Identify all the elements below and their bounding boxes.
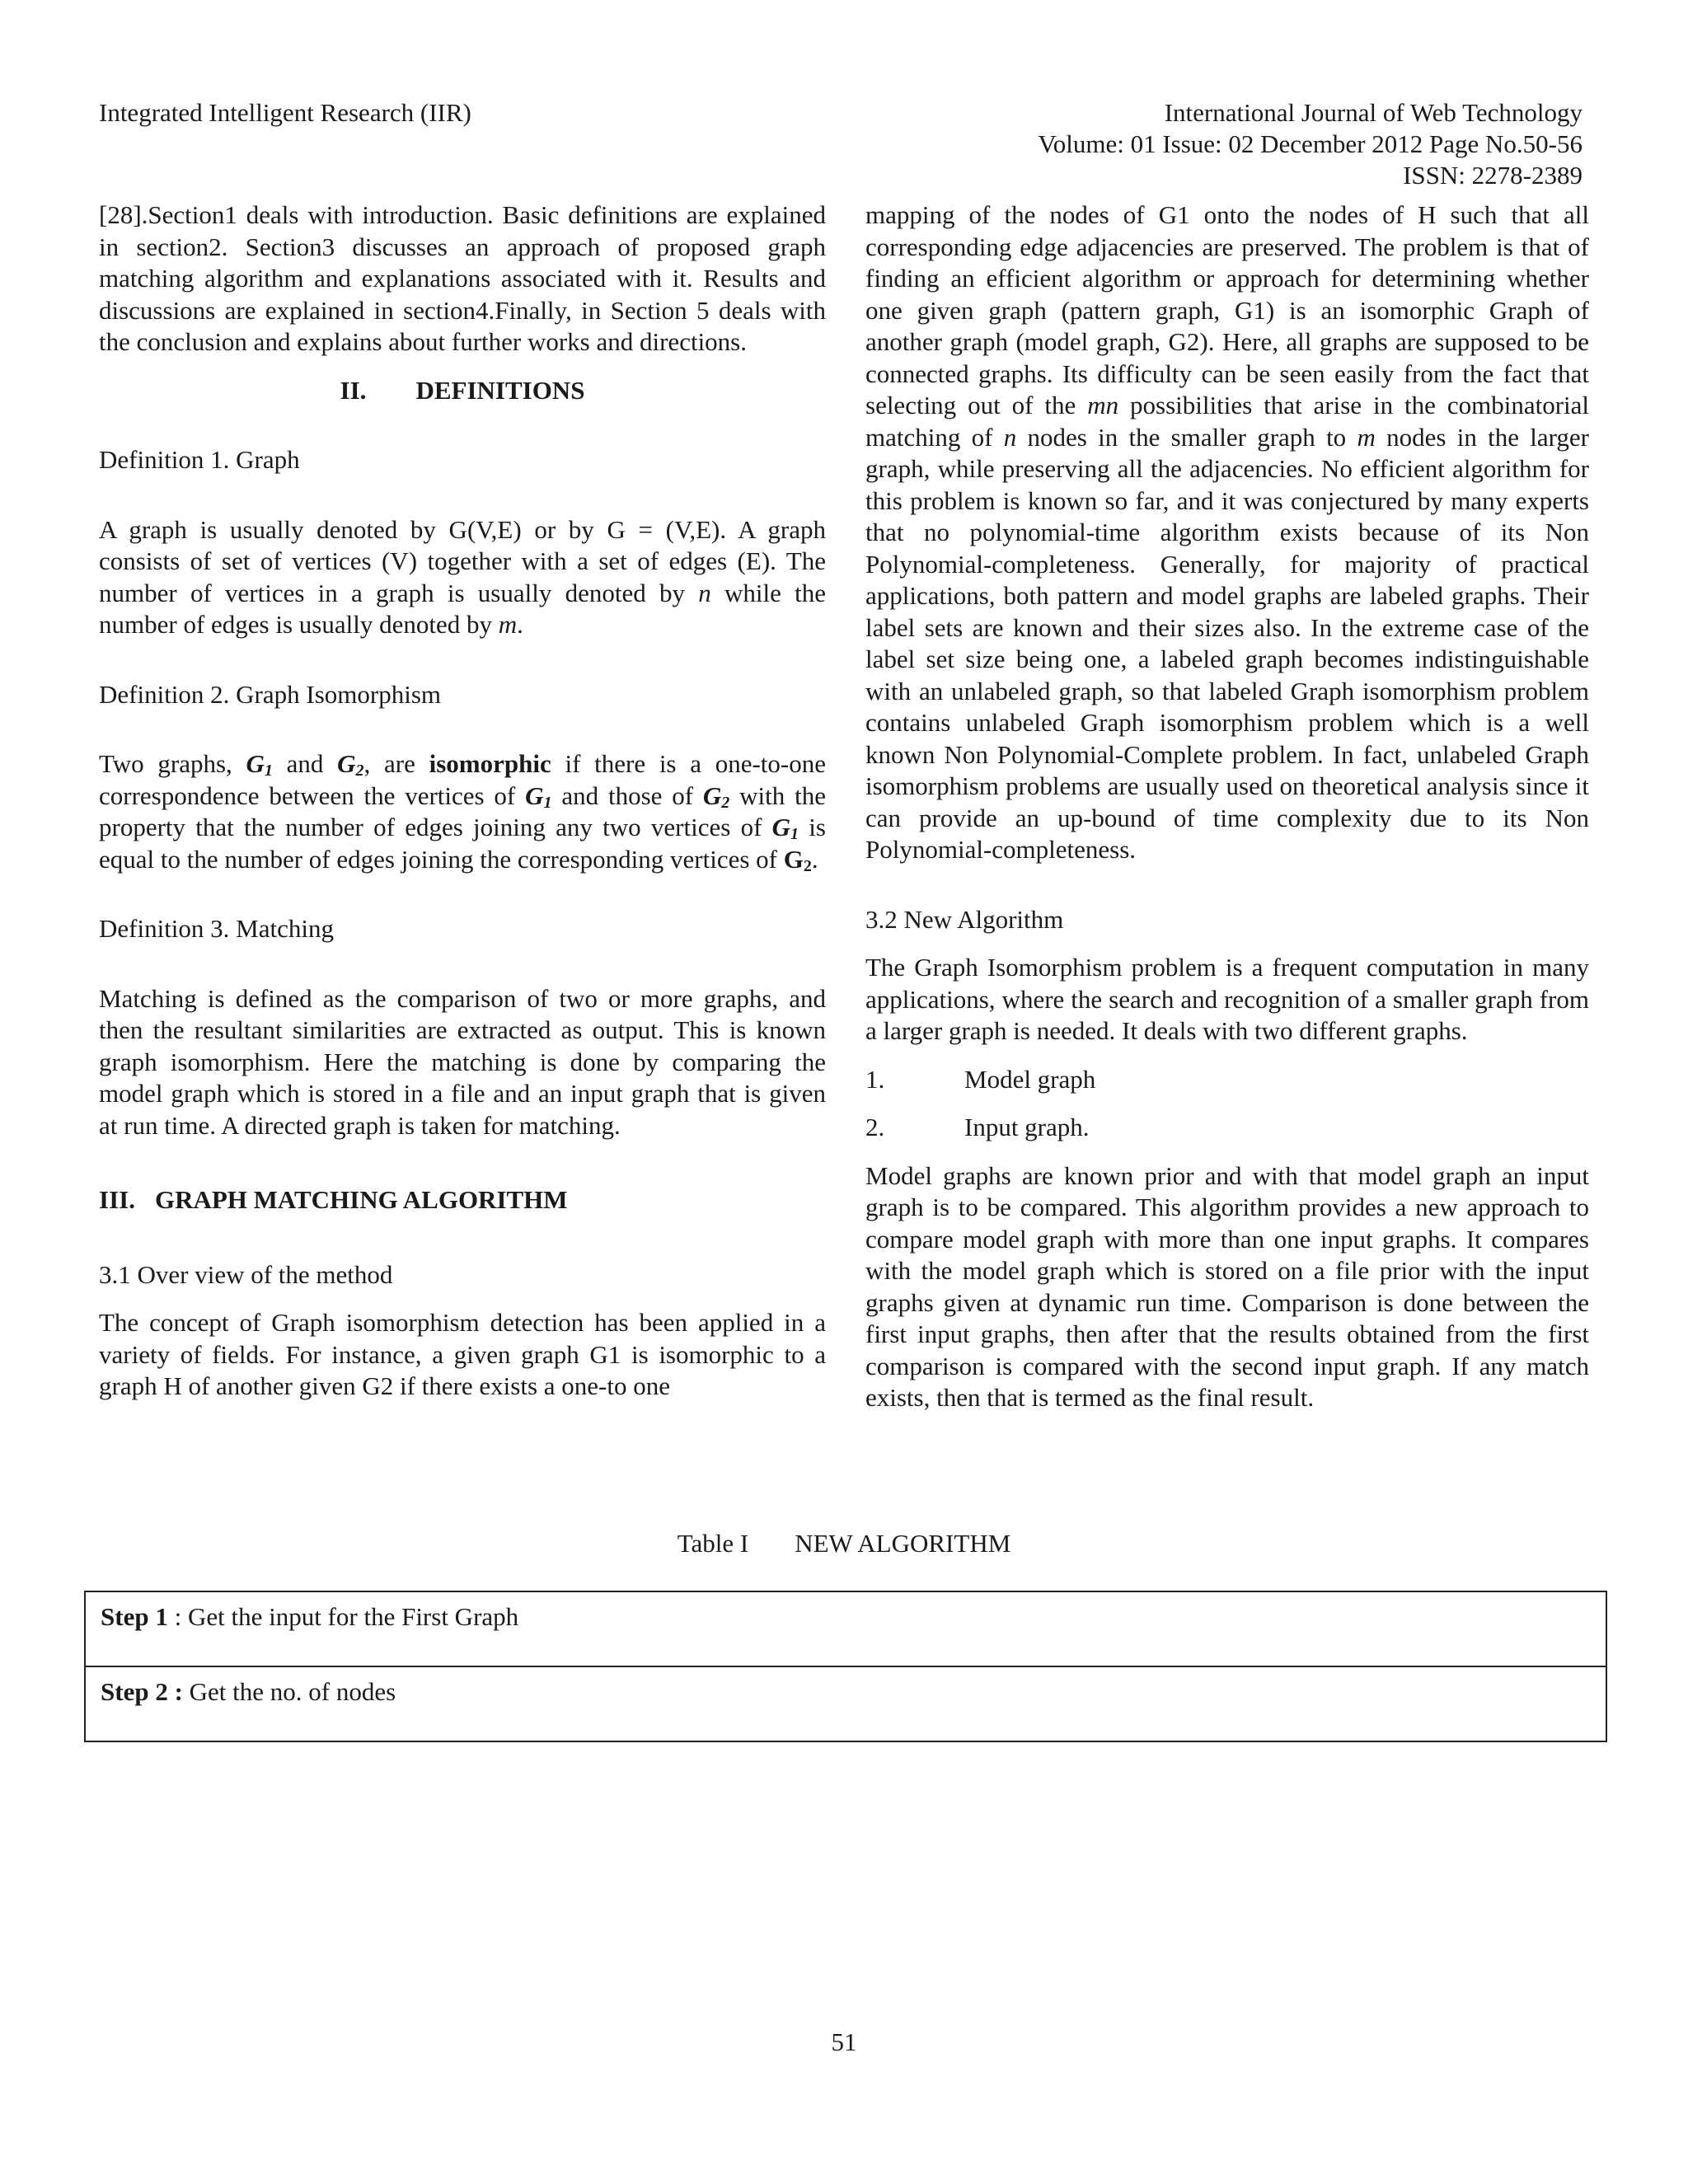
step-label: Step 1	[101, 1602, 168, 1631]
issn: ISSN: 2278-2389	[1403, 161, 1582, 190]
page-number: 51	[831, 2027, 857, 2056]
table-cell: Step 1 : Get the input for the First Graph	[85, 1591, 1606, 1666]
step-label: Step 2 :	[101, 1677, 183, 1706]
table-row	[85, 1591, 1606, 1666]
definition-3-body: Matching is defined as the comparison of two or more graphs, and then the resultant similarities are extracted as output. This is known graph isomorphism. Here the matching is done by comparing the model graph which is stored in a file and an input graph that is given at run time. A directed graph is taken for matching.	[99, 983, 826, 1140]
definition-1-title: Definition 1. Graph	[99, 445, 300, 474]
list-item: 2. Input graph.	[865, 1113, 1090, 1141]
left-column	[99, 199, 826, 1403]
running-header-left: Integrated Intelligent Research (IIR)	[99, 98, 471, 127]
journal-name: International Journal of Web Technology	[1164, 98, 1582, 127]
table-caption	[0, 1528, 1688, 1559]
subsection-title-3-2: 3.2 New Algorithm	[865, 904, 1064, 934]
right-column	[865, 199, 1589, 1414]
algorithm-steps-table	[84, 1591, 1607, 1742]
section-number: III.	[99, 1185, 135, 1214]
step-text: Get the no. of nodes	[189, 1677, 396, 1706]
table-cell	[85, 1666, 1606, 1741]
section-title: GRAPH MATCHING ALGORITHM	[154, 1185, 568, 1214]
step-text: Get the input for the First Graph	[187, 1602, 519, 1631]
definition-3-title: Definition 3. Matching	[99, 914, 334, 943]
table-number: Table I	[677, 1529, 749, 1558]
intro-paragraph: [28].Section1 deals with introduction. Basic definitions are explained in section2. Section3 discusses an approach of proposed graph matching algorithm and explanations associated with it. Results and discussions are explained in section4.Finally, in Section 5 deals with the conclusion and explains about further works and directions.	[99, 200, 826, 356]
section-heading-definitions	[99, 375, 826, 407]
section-title: DEFINITIONS	[415, 375, 585, 405]
running-header-right	[1038, 97, 1582, 191]
definition-2-title: Definition 2. Graph Isomorphism	[99, 679, 442, 709]
continued-paragraph: mapping of the nodes of G1 onto the nodes of H such that all corresponding edge adjacencies are preserved. The problem is that of finding an efficient algorithm or approach for determining whether one given graph (pattern graph, G1) is an isomorphic Graph of another graph (model graph, G2). Here, all graphs are supposed to be connected graphs. Its difficulty can be seen easily from the fact that selecting out of the mn possibilities that arise in the combinatorial matching of n nodes in the smaller graph to m nodes in the larger graph, while preserving all the adjacencies. No efficient algorithm for this problem is known so far, and it was conjectured by many experts that no polynomial-time algorithm exists because of its Non Polynomial-completeness. Generally, for majority of practical applications, both pattern and model graphs are labeled graphs. Their label sets are known and their sizes also. In the extreme case of the label set size being one, a labeled graph becomes indistinguishable with an unlabeled graph, so that labeled Graph isomorphism problem contains unlabeled Graph isomorphism problem which is a well known Non Polynomial-Complete problem. In fact, unlabeled Graph isomorphism problems are usually used on theoretical analysis since it can provide an up-bound of time complexity due to its Non Polynomial-completeness.	[865, 200, 1590, 864]
volume-issue: Volume: 01 Issue: 02 December 2012 Page No.50-56	[1038, 129, 1582, 158]
section-number: II.	[340, 375, 367, 405]
subsection-3-2-body: The Graph Isomorphism problem is a frequent computation in many applications, where the search and recognition of a smaller graph from a larger graph is needed. It deals with two different graphs.	[865, 953, 1589, 1045]
definition-2-body: Two graphs, $G_1$ and $G_2$, are isomorphic if there is a one-to-one correspondence between the vertices of $G_1$ and those of $G_2$ with the property that the number of edges joining any two vertices of $G_1$ is equal to the number of edges joining the corresponding vertices of $G_2$.	[99, 749, 827, 875]
subsection-3-1-body: The concept of Graph isomorphism detection has been applied in a variety of fields. For instance, a given graph G1 is isomorphic to a graph H of another given G2 if there exists a one-to one	[99, 1308, 826, 1400]
subsection-title-3-1: 3.1 Over view of the method	[99, 1259, 393, 1289]
list-item: 1. Model graph	[865, 1064, 1096, 1094]
final-paragraph: Model graphs are known prior and with that model graph an input graph is to be compared. This algorithm provides a new approach to compare model graph with more than one input graphs. It compares with the model graph which is stored on a file prior with the input graphs given at dynamic run time. Comparison is done between the first input graphs, then after that the results obtained from the first comparison is compared with the second input graph. If any match exists, then that is termed as the final result.	[865, 1160, 1589, 1412]
definition-1-body: A graph is usually denoted by G(V,E) or by G = (V,E). A graph consists of set of vertices (V) together with a set of edges (E). The number of vertices in a graph is usually denoted by n while the number of edges is usually denoted by m.	[99, 514, 826, 639]
table-title: NEW ALGORITHM	[795, 1529, 1011, 1558]
table-row	[85, 1666, 1606, 1741]
section-heading-graph-matching	[99, 1184, 826, 1216]
